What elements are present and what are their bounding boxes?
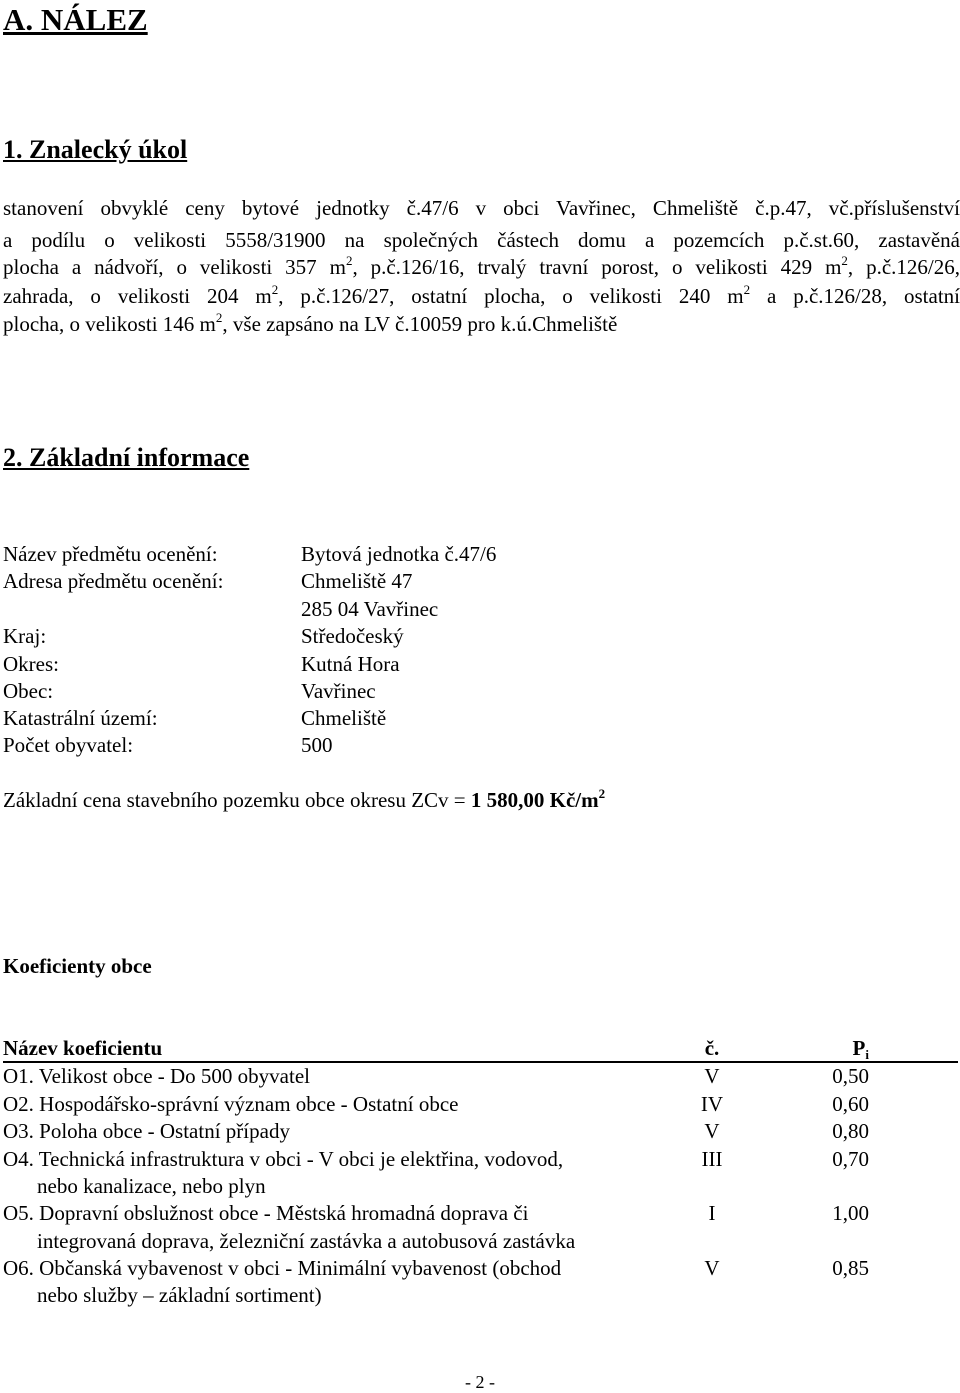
task-line-part: a p.č.126/28, ostatní (750, 284, 960, 308)
base-price-line (3, 787, 605, 814)
info-value: Vavřinec (301, 679, 376, 703)
task-line-part: , p.č.126/16, trvalý travní porost, o velikosti 429 m (352, 255, 842, 279)
task-line-part: , vše zapsáno na LV č.10059 pro k.ú.Chmeliště (222, 312, 618, 336)
coef-class: III (701, 1147, 723, 1171)
task-line (3, 311, 960, 337)
info-label: Kraj: (3, 624, 47, 648)
coef-class: I (708, 1201, 716, 1225)
coef-name-continuation: nebo kanalizace, nebo plyn (37, 1174, 266, 1198)
info-value: Bytová jednotka č.47/6 (301, 542, 497, 566)
coef-value: 0,70 (832, 1147, 869, 1171)
coef-class: V (704, 1064, 720, 1088)
coef-class: V (704, 1119, 720, 1143)
task-line: stanovení obvyklé ceny bytové jednotky č.47/6 v obci Vavřinec, Chmeliště č.p.47, vč.příslušenství (3, 196, 960, 220)
task-line: a podílu o velikosti 5558/31900 na společných částech domu a pozemcích p.č.st.60, zastavěná (3, 228, 960, 252)
info-label: Adresa předmětu ocenění: (3, 569, 224, 593)
header-value (789, 1035, 869, 1062)
info-label: Počet obyvatel: (3, 733, 134, 757)
task-line-part: plocha a nádvoří, o velikosti 357 m (3, 255, 346, 279)
header-value-symbol: P (852, 1036, 866, 1060)
coef-value: 0,85 (832, 1256, 869, 1280)
superscript: 2 (271, 282, 279, 297)
info-value: Chmeliště 47 (301, 569, 413, 593)
superscript: 2 (598, 786, 606, 801)
info-value: Středočeský (301, 624, 404, 648)
info-label: Obec: (3, 679, 54, 703)
info-value: 285 04 Vavřinec (301, 597, 439, 621)
coef-value: 0,80 (832, 1119, 869, 1143)
coefficients-title: Koeficienty obce (3, 954, 152, 978)
section-a-title: A. NÁLEZ (3, 2, 148, 37)
task-line-part: plocha, o velikosti 146 m (3, 312, 216, 336)
task-line-part: zahrada, o velikosti 204 m (3, 284, 272, 308)
coef-name-continuation: nebo služby – základní sortiment) (37, 1283, 322, 1307)
superscript: 2 (345, 253, 353, 268)
coef-class: IV (700, 1092, 724, 1116)
coef-name: O3. Poloha obce - Ostatní případy (3, 1119, 290, 1143)
info-value: Kutná Hora (301, 652, 400, 676)
coef-value: 0,60 (832, 1092, 869, 1116)
coef-name-continuation: integrovaná doprava, železniční zastávka a autobusová zastávka (37, 1229, 576, 1253)
page-number: - 2 - (465, 1372, 495, 1392)
header-class: č. (704, 1036, 720, 1060)
task-line (3, 283, 960, 309)
section-1-title: 1. Znalecký úkol (3, 135, 188, 164)
task-line-part: , p.č.126/26, (847, 255, 960, 279)
coef-name: O4. Technická infrastruktura v obci - V obci je elektřina, vodovod, (3, 1147, 564, 1171)
coef-name: O2. Hospodářsko-správní význam obce - Ostatní obce (3, 1092, 459, 1116)
superscript: 2 (215, 310, 223, 325)
task-line (3, 254, 960, 280)
superscript: 2 (743, 282, 751, 297)
base-price-label: Základní cena stavebního pozemku obce okresu ZCv = (3, 788, 471, 812)
coef-name: O6. Občanská vybavenost v obci - Minimální vybavenost (obchod (3, 1256, 562, 1280)
info-label: Název předmětu ocenění: (3, 542, 218, 566)
task-line-part: , p.č.126/27, ostatní plocha, o velikosti 240 m (278, 284, 744, 308)
subscript: i (865, 1047, 869, 1062)
coef-name: O5. Dopravní obslužnost obce - Městská hromadná doprava či (3, 1201, 529, 1225)
coef-class: V (704, 1256, 720, 1280)
info-label: Okres: (3, 652, 59, 676)
coef-name: O1. Velikost obce - Do 500 obyvatel (3, 1064, 310, 1088)
base-price-value: 1 580,00 Kč/m (470, 788, 599, 812)
header-name: Název koeficientu (3, 1036, 163, 1060)
info-value: Chmeliště (301, 706, 387, 730)
superscript: 2 (841, 253, 848, 268)
coef-value: 1,00 (832, 1201, 869, 1225)
section-2-title: 2. Základní informace (3, 443, 250, 472)
info-value: 500 (301, 733, 333, 757)
coef-value: 0,50 (832, 1064, 869, 1088)
info-label: Katastrální území: (3, 706, 158, 730)
